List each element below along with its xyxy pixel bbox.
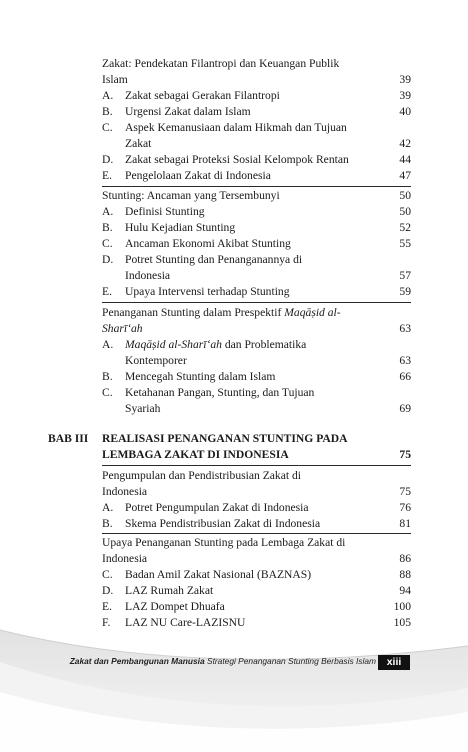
item-title: Pengelolaan Zakat di Indonesia — [125, 169, 271, 182]
item-letter: C. — [102, 386, 113, 399]
item-title: Upaya Intervensi terhadap Stunting — [125, 285, 290, 298]
item-letter: C. — [102, 568, 113, 581]
page-number: 52 — [399, 221, 411, 234]
item-title: Hulu Kejadian Stunting — [125, 221, 236, 234]
page-number: 105 — [393, 616, 411, 629]
item-title: Potret Pengumpulan Zakat di Indonesia — [125, 501, 309, 514]
section-title-cont: Indonesia — [102, 552, 148, 565]
item-title: Urgensi Zakat dalam Islam — [125, 105, 251, 118]
item-title: Aspek Kemanusiaan dalam Hikmah dan Tujuan — [125, 121, 347, 134]
page-number: 81 — [399, 517, 411, 530]
item-title-text: dan Problematika — [221, 338, 307, 351]
item-letter: D. — [102, 153, 114, 166]
page-number: 69 — [399, 402, 411, 415]
item-title-cont: Kontemporer — [125, 354, 187, 367]
item-title: LAZ Rumah Zakat — [125, 584, 214, 597]
item-letter: E. — [102, 285, 112, 298]
item-letter: B. — [102, 221, 113, 234]
section-title-cont: Islam — [102, 73, 128, 86]
page-number: 94 — [399, 584, 411, 597]
item-letter: F. — [102, 616, 111, 629]
item-title: Ancaman Ekonomi Akibat Stunting — [125, 237, 291, 250]
running-footer — [70, 656, 376, 666]
item-title-italic: Maqāṣid al-Sharī‘ah — [125, 338, 222, 351]
page-number: 57 — [399, 269, 411, 282]
page-number: 76 — [399, 501, 411, 514]
item-letter: B. — [102, 370, 113, 383]
page-number: 42 — [399, 137, 411, 150]
divider — [102, 186, 411, 187]
item-letter: A. — [102, 501, 114, 514]
item-letter: B. — [102, 517, 113, 530]
item-title-cont: Syariah — [125, 402, 161, 415]
item-title-cont: Indonesia — [125, 269, 171, 282]
page-number: 75 — [399, 485, 411, 498]
page-number: 66 — [399, 370, 411, 383]
divider — [102, 302, 411, 303]
page-number: 44 — [399, 153, 411, 166]
footer-book-title: Zakat dan Pembangunan Manusia — [69, 656, 205, 666]
section-title: Stunting: Ancaman yang Tersembunyi — [102, 189, 280, 202]
item-title-cont: Zakat — [125, 137, 152, 150]
page-number: 39 — [399, 89, 411, 102]
section-title: Upaya Penanganan Stunting pada Lembaga Zakat di — [102, 536, 346, 549]
item-title — [125, 337, 306, 353]
section-title-text: Penanganan Stunting dalam Prespektif — [102, 306, 282, 319]
footer-page-number: xiii — [378, 655, 410, 670]
item-letter: A. — [102, 89, 114, 102]
item-letter: E. — [102, 169, 112, 182]
item-title: Definisi Stunting — [125, 205, 205, 218]
page-number: 63 — [399, 322, 411, 335]
page-number: 59 — [399, 285, 411, 298]
item-letter: E. — [102, 600, 112, 613]
item-title: LAZ NU Care-LAZISNU — [125, 616, 246, 629]
chapter-title-cont: LEMBAGA ZAKAT DI INDONESIA — [102, 448, 289, 461]
chapter-label: BAB III — [48, 432, 89, 445]
item-title: Skema Pendistribusian Zakat di Indonesia — [125, 517, 321, 530]
footer-subtitle: Strategi Penanganan Stunting Berbasis Islam — [206, 656, 376, 666]
item-letter: B. — [102, 105, 113, 118]
page-number: 50 — [399, 189, 411, 202]
page-number: 39 — [399, 73, 411, 86]
item-title: Zakat sebagai Gerakan Filantropi — [125, 89, 280, 102]
page-number: 40 — [399, 105, 411, 118]
item-letter: C. — [102, 121, 113, 134]
section-title-cont: Indonesia — [102, 485, 148, 498]
section-title-italic: Maqāṣid al- — [284, 306, 341, 319]
section-title: Pengumpulan dan Pendistribusian Zakat di — [102, 469, 301, 482]
page-number: 75 — [399, 448, 411, 461]
item-title: LAZ Dompet Dhuafa — [125, 600, 225, 613]
item-letter: A. — [102, 205, 114, 218]
page-number: 50 — [399, 205, 411, 218]
chapter-title: REALISASI PENANGANAN STUNTING PADA — [102, 432, 348, 445]
item-letter: D. — [102, 253, 114, 266]
page-number: 47 — [399, 169, 411, 182]
item-title: Potret Stunting dan Penanganannya di — [125, 253, 303, 266]
divider — [102, 465, 411, 466]
item-letter: D. — [102, 584, 114, 597]
section-title: Zakat: Pendekatan Filantropi dan Keuangan Publik — [102, 57, 340, 70]
item-letter: C. — [102, 237, 113, 250]
section-title-cont: Sharī‘ah — [102, 322, 143, 335]
page-number: 88 — [399, 568, 411, 581]
divider — [102, 533, 411, 534]
decorative-swoosh — [0, 600, 468, 752]
item-title: Mencegah Stunting dalam Islam — [125, 370, 276, 383]
item-title: Badan Amil Zakat Nasional (BAZNAS) — [125, 568, 312, 581]
item-title: Zakat sebagai Proteksi Sosial Kelompok Rentan — [125, 153, 349, 166]
item-letter: A. — [102, 338, 114, 351]
page-number: 63 — [399, 354, 411, 367]
page-number: 86 — [399, 552, 411, 565]
item-title: Ketahanan Pangan, Stunting, dan Tujuan — [125, 386, 315, 399]
page-number: 100 — [393, 600, 411, 613]
page-number: 55 — [399, 237, 411, 250]
section-title — [102, 305, 341, 321]
